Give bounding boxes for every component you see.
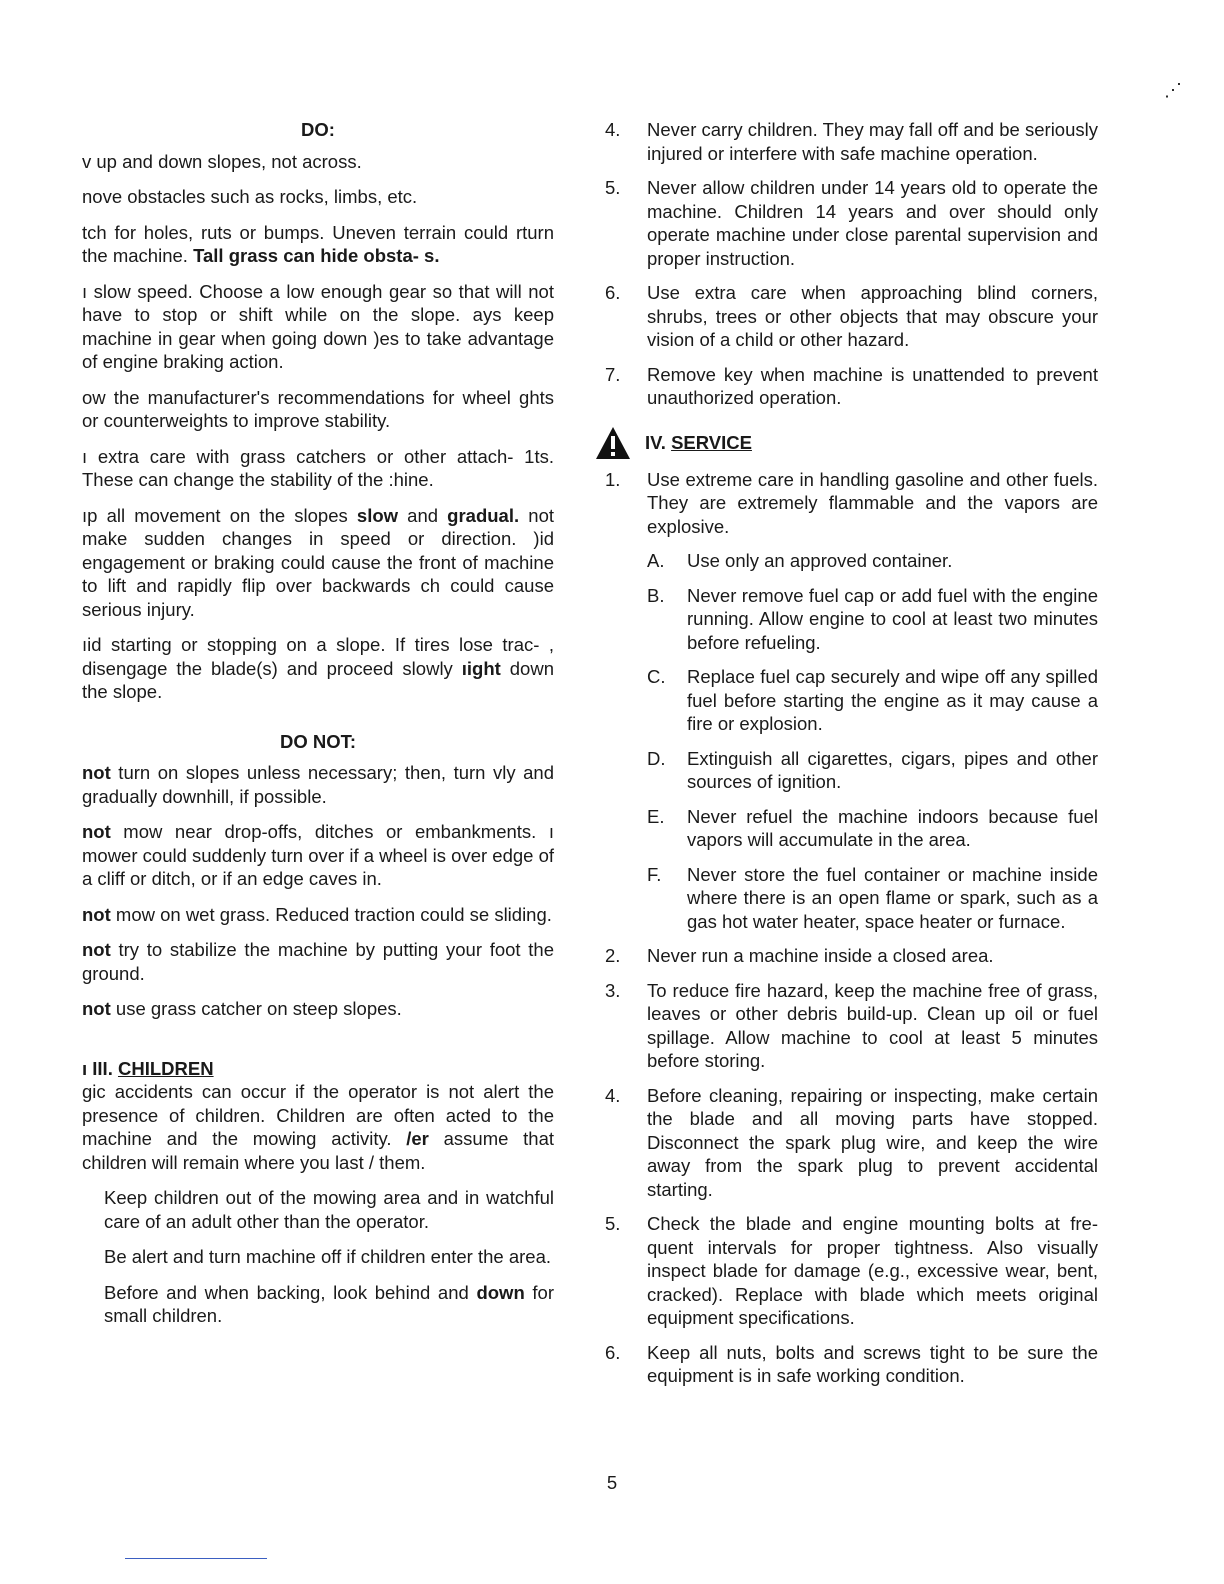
do-not-heading: DO NOT: [279,730,357,752]
bold-run: /er [406,1128,429,1149]
corner-mark: ⋰ [1164,80,1182,100]
do-item [82,633,554,704]
children-item [82,1245,554,1269]
text-run: mow near drop-offs, ditches or embankments. ı mower could suddenly turn over if a wheel is over edge of a cliff or ditch, or if an edge caves in. [82,821,555,889]
fuel-safety-subitem [647,863,1098,934]
item-number: B. [647,584,665,606]
item-text: Never refuel the machine indoors because fuel vapors will accumulate in the area. [687,805,1098,850]
children-section-title: CHILDREN [117,1057,214,1079]
item-number: 1. [605,468,621,490]
children-list [82,1186,554,1328]
bold-run: ıight [461,657,501,679]
children-intro [82,1080,554,1174]
children-rules-list [605,118,1098,410]
do-item [82,445,554,492]
service-item [605,468,1098,539]
do-item [82,504,554,622]
do-not-item [82,938,554,985]
service-list [605,944,1098,1388]
footer-rule [125,1558,267,1559]
item-text: Before cleaning, repairing or inspecting, make certain the blade and all moving parts have stopped. Disconnect the spark plug wire, and keep the wire away from the spark plug to prevent accidental starting. [647,1084,1098,1200]
item-text: Extinguish all cigarettes, cigars, pipes and other sources of ignition. [687,747,1098,792]
children-item [82,1186,554,1233]
text-run: assume that children will remain where you last / them. [82,1128,554,1173]
text-run: and [398,504,448,526]
item-text: Check the blade and engine mounting bolts at fre-quent intervals for proper tightness. Also visually inspect blade for damage (e.g., excessive wear, bent, cracked). Replace with blade which meets original equipment specifications. [647,1213,1098,1328]
children-rule-item [605,118,1098,165]
text-run: Keep children out of the mowing area and in watchful care of an adult other than the operator. [104,1187,554,1232]
fuel-safety-subitem [647,805,1098,852]
text-run: ı slow speed. Choose a low enough gear so that will not have to stop or shift while on the slope. ays keep machine in gear when going down )es to take advantage of engine braking action. [82,280,554,372]
text-run: ıid starting or stopping on a slope. If tires lose trac- , disengage the blade(s) and proceed slowly [82,634,554,679]
item-text: Remove key when machine is unattended to prevent unauthorized operation. [647,363,1098,408]
item-number: 5. [605,177,621,198]
item-number: F. [647,863,662,885]
item-text: Use extreme care in handling gasoline and other fuels. They are extremely flammable and the vapors are explosive. [647,468,1098,537]
item-text: Never carry children. They may fall off and be seriously injured or interfere with safe machine operation. [647,119,1098,164]
item-number: A. [647,550,665,571]
do-item [82,221,554,268]
item-number: 4. [605,119,621,140]
children-rule-item [605,281,1098,352]
fuel-safety-subitem [647,584,1098,655]
text-run: v up and down slopes, not across. [82,150,362,172]
bold-run: not [82,939,111,960]
item-text: Never allow children under 14 years old to operate the machine. Children 14 years and over should only operate machine under close parental supervision and proper instruction. [647,177,1098,269]
do-not-item [82,761,554,808]
bold-run: not [82,821,111,842]
text-run: use grass catcher on steep slopes. [110,998,402,1019]
text-run: try to stabilize the machine by putting your foot the ground. [82,939,554,984]
text-run: ow the manufacturer's recommendations for wheel ghts or counterweights to improve stability. [82,386,554,431]
do-not-item [82,903,554,927]
fuel-safety-sublist [605,549,1098,933]
item-number: D. [647,747,666,769]
item-number: 4. [605,1084,621,1106]
do-item [82,150,554,174]
children-section-prefix: ı III. [82,1057,118,1079]
item-number: 2. [605,945,621,966]
warning-triangle-icon [595,426,631,460]
text-run: ıp all movement on the slopes [82,504,357,526]
item-text: Keep all nuts, bolts and screws tight to be sure the equipment is in safe working condition. [647,1341,1098,1386]
right-column [605,118,1098,1399]
item-text: Never remove fuel cap or add fuel with the engine running. Allow engine to cool at least two minutes before refueling. [687,584,1098,653]
service-section-heading [595,426,1098,460]
item-text: To reduce fire hazard, keep the machine free of grass, leaves or other debris build-up. Clean up oil or fuel spillage. Allow machine to cool at least 5 minutes before storing. [647,979,1098,1071]
bold-run: not [82,903,111,925]
do-item [82,280,554,374]
left-column [82,118,554,1340]
service-item [605,1341,1098,1388]
do-not-item [82,820,554,891]
item-number: C. [647,666,666,687]
text-run: turn on slopes unless necessary; then, turn vly and gradually downhill, if possible. [82,762,554,807]
bold-run: slow [356,504,399,526]
service-item [605,944,1098,968]
service-item [605,979,1098,1073]
text-run: gic accidents can occur if the operator is not alert the presence of children. Children are often acted to the machine and the mowing activity. [82,1081,554,1149]
item-number: E. [647,805,665,827]
bold-run: not [82,762,111,783]
text-run: not make sudden changes in speed or direction. )id engagement or braking could cause the front of machine to lift and rapidly flip over backwards ch could cause serious injury. [82,504,554,620]
text-run: Be alert and turn machine off if children enter the area. [104,1246,552,1267]
text-run: nove obstacles such as rocks, limbs, etc. [82,186,418,207]
item-number: 6. [605,282,621,303]
item-text: Use only an approved container. [687,550,953,571]
service-section-title: SERVICE [671,431,752,453]
fuel-safety-subitem [647,665,1098,736]
bold-run: Tall grass can hide obsta- s. [193,245,440,266]
do-not-item [82,997,554,1021]
item-text: Use extra care when approaching blind corners, shrubs, trees or other objects that may obscure your vision of a child or other hazard. [647,282,1098,350]
bold-run: gradual. [447,504,520,526]
item-number: 6. [605,1341,621,1363]
text-run: ı extra care with grass catchers or other attach- 1ts. These can change the stability of the :hine. [82,445,554,490]
do-item [82,386,554,433]
do-not-list [82,761,554,1021]
bold-run: down [476,1281,525,1303]
children-rule-item [605,363,1098,410]
item-number: 7. [605,363,621,385]
text-run: mow on wet grass. Reduced traction could se sliding. [110,903,552,925]
item-number: 3. [605,979,621,1001]
fuel-safety-subitem [647,549,1098,573]
item-text: Replace fuel cap securely and wipe off any spilled fuel before starting the engine as it may cause a fire or explosion. [687,666,1098,734]
service-item [605,1084,1098,1202]
do-heading: DO: [301,119,335,140]
children-section-heading [82,1057,554,1081]
do-item [82,185,554,209]
do-list [82,150,554,704]
bold-run: not [82,998,111,1019]
text-run: down the slope. [82,657,554,702]
service-item [605,1212,1098,1330]
service-section-prefix: IV. [645,431,666,453]
text-run: tch for holes, ruts or bumps. Uneven terrain could rturn the machine. [82,221,554,266]
children-item [82,1281,554,1328]
fuel-safety-subitem [647,747,1098,794]
item-text: Never store the fuel container or machine inside where there is an open flame or spark, such as a gas hot water heater, space heater or furnace. [687,863,1098,932]
page-number: 5 [606,1472,618,1493]
children-rule-item [605,176,1098,270]
text-run: Before and when backing, look behind and [104,1281,477,1303]
item-number: 5. [605,1213,621,1234]
item-text: Never run a machine inside a closed area. [647,945,994,966]
text-run: for small children. [104,1281,554,1326]
